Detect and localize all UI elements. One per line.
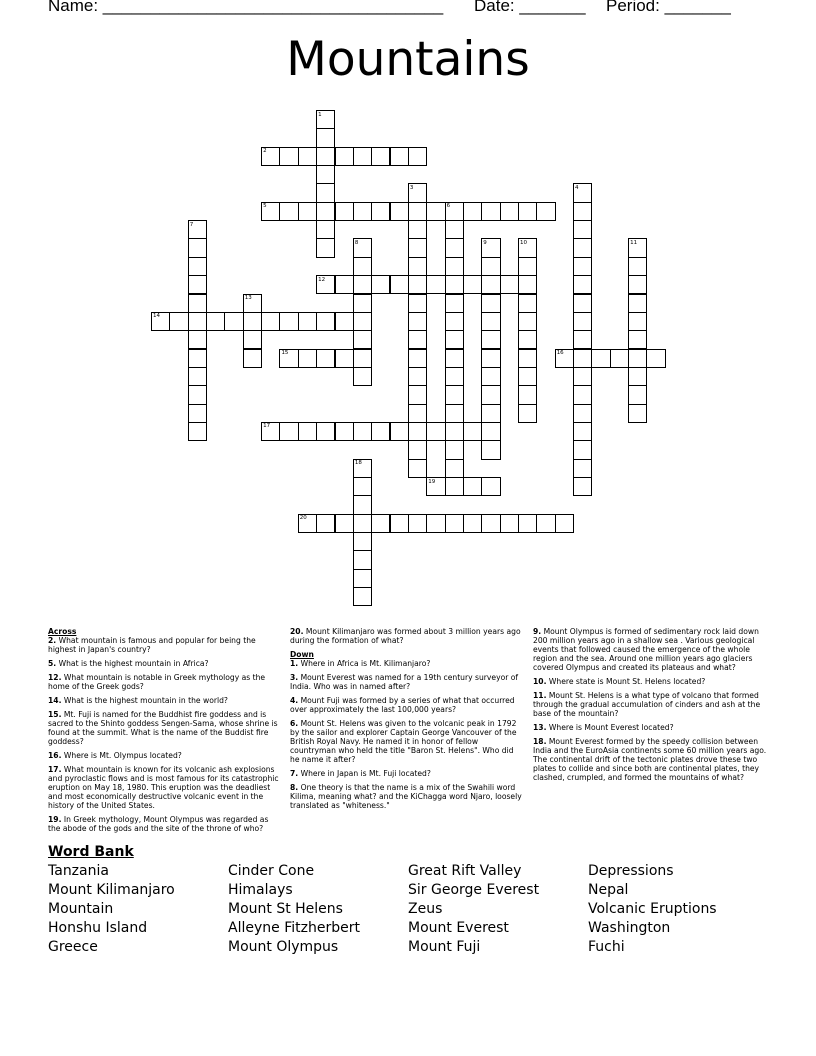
grid-cell[interactable] <box>445 422 464 441</box>
grid-cell[interactable] <box>316 165 335 184</box>
grid-cell[interactable] <box>555 349 574 368</box>
clue-number: 11 <box>630 239 638 246</box>
grid-cell[interactable] <box>279 312 298 331</box>
grid-cell[interactable] <box>353 294 372 313</box>
clue-number: 17 <box>263 423 271 430</box>
grid-cell[interactable] <box>335 422 354 441</box>
clue-number: 4 <box>575 184 579 191</box>
grid-cell[interactable] <box>573 385 592 404</box>
grid-cell[interactable] <box>481 349 500 368</box>
word-bank-item: Cinder Cone <box>228 863 315 879</box>
grid-cell[interactable] <box>371 202 390 221</box>
period-field-label: Period: _______ <box>606 0 731 15</box>
word-bank-item: Himalays <box>228 882 293 898</box>
word-bank-item: Great Rift Valley <box>408 863 522 879</box>
grid-cell[interactable] <box>628 238 647 257</box>
clue-across: 20. Mount Kilimanjaro was formed about 3 million years ago during the formation of what? <box>290 627 521 645</box>
grid-cell[interactable] <box>518 367 537 386</box>
grid-cell[interactable] <box>481 404 500 423</box>
grid-cell[interactable] <box>445 257 464 276</box>
grid-cell[interactable] <box>316 147 335 166</box>
grid-cell[interactable] <box>188 220 207 239</box>
grid-cell[interactable] <box>481 514 500 533</box>
clue-down: 10. Where state is Mount St. Helens located? <box>533 677 706 686</box>
grid-cell[interactable] <box>573 477 592 496</box>
clue-down: 1. Where in Africa is Mt. Kilimanjaro? <box>290 659 431 668</box>
grid-cell[interactable] <box>610 349 629 368</box>
grid-cell[interactable] <box>646 349 665 368</box>
clue-down: 4. Mount Fuji was formed by a series of what that occurred over approximately the last 100,000 years? <box>290 696 515 714</box>
grid-cell[interactable] <box>481 294 500 313</box>
grid-cell[interactable] <box>500 514 519 533</box>
grid-cell[interactable] <box>445 275 464 294</box>
grid-cell[interactable] <box>353 569 372 588</box>
grid-cell[interactable] <box>408 440 427 459</box>
grid-cell[interactable] <box>408 275 427 294</box>
grid-cell[interactable] <box>261 422 280 441</box>
grid-cell[interactable] <box>261 202 280 221</box>
grid-cell[interactable] <box>353 477 372 496</box>
clue-across: 16. Where is Mt. Olympus located? <box>48 751 182 760</box>
grid-cell[interactable] <box>445 349 464 368</box>
grid-cell[interactable] <box>188 312 207 331</box>
clue-number: 10 <box>520 239 527 246</box>
grid-cell[interactable] <box>445 312 464 331</box>
grid-cell[interactable] <box>188 257 207 276</box>
word-bank-column-4 <box>588 862 717 957</box>
clue-number: 18 <box>354 460 362 467</box>
grid-cell[interactable] <box>316 110 335 129</box>
grid-cell[interactable] <box>353 330 372 349</box>
word-bank-item: Greece <box>48 939 98 955</box>
grid-cell[interactable] <box>426 275 445 294</box>
grid-cell[interactable] <box>408 330 427 349</box>
grid-cell[interactable] <box>298 514 317 533</box>
clue-down: 18. Mount Everest formed by the speedy collision between India and the EuroAsia continents some 60 million years ago. The continental drift of the tectonic plates drove these two plates to collide and since both are continental plates, they clashed, crumpled, and formed the mountains of what? <box>533 737 767 782</box>
grid-cell[interactable] <box>628 312 647 331</box>
clue-number: 12 <box>318 276 326 283</box>
clue-number: 13 <box>244 295 252 301</box>
grid-cell[interactable] <box>500 275 519 294</box>
grid-cell[interactable] <box>463 514 482 533</box>
grid-cell[interactable] <box>353 257 372 276</box>
grid-cell[interactable] <box>573 275 592 294</box>
grid-cell[interactable] <box>353 349 372 368</box>
grid-cell[interactable] <box>206 312 225 331</box>
grid-cell[interactable] <box>426 477 445 496</box>
clue-across: 19. In Greek mythology, Mount Olympus was regarded as the abode of the gods and the site of the throne of who? <box>48 815 269 833</box>
grid-cell[interactable] <box>408 257 427 276</box>
clue-across: 12. What mountain is notable in Greek mythology as the home of the Greek gods? <box>48 673 266 691</box>
grid-cell[interactable] <box>279 202 298 221</box>
grid-cell[interactable] <box>353 202 372 221</box>
grid-cell[interactable] <box>445 514 464 533</box>
word-bank-item: Sir George Everest <box>408 882 540 898</box>
grid-cell[interactable] <box>188 404 207 423</box>
clue-number: 15 <box>281 350 289 357</box>
grid-cell[interactable] <box>390 514 409 533</box>
grid-cell[interactable] <box>353 422 372 441</box>
grid-cell[interactable] <box>555 514 574 533</box>
grid-cell[interactable] <box>445 367 464 386</box>
word-bank-item: Volcanic Eruptions <box>588 901 717 917</box>
grid-cell[interactable] <box>408 385 427 404</box>
grid-cell[interactable] <box>279 422 298 441</box>
grid-cell[interactable] <box>408 294 427 313</box>
grid-cell[interactable] <box>463 477 482 496</box>
word-bank-item: Mount Kilimanjaro <box>48 882 175 898</box>
grid-cell[interactable] <box>573 312 592 331</box>
word-bank-item: Mountain <box>48 901 114 917</box>
grid-cell[interactable] <box>481 477 500 496</box>
grid-cell[interactable] <box>591 349 610 368</box>
grid-cell[interactable] <box>408 349 427 368</box>
word-bank-item: Alleyne Fitzherbert <box>228 920 360 936</box>
word-bank-column-1 <box>48 862 175 957</box>
word-bank-item: Depressions <box>588 863 674 879</box>
clue-number: 1 <box>318 111 322 118</box>
grid-cell[interactable] <box>628 330 647 349</box>
clue-number: 19 <box>428 478 436 485</box>
grid-cell[interactable] <box>408 147 427 166</box>
grid-cell[interactable] <box>573 220 592 239</box>
grid-cell[interactable] <box>335 514 354 533</box>
grid-cell[interactable] <box>408 238 427 257</box>
grid-cell[interactable] <box>408 183 427 202</box>
clue-number: 6 <box>446 203 451 210</box>
grid-cell[interactable] <box>243 349 262 368</box>
clue-down: 3. Mount Everest was named for a 19th century surveyor of India. Who was in named after? <box>290 673 519 691</box>
grid-cell[interactable] <box>445 404 464 423</box>
grid-cell[interactable] <box>353 147 372 166</box>
clue-down: 13. Where is Mount Everest located? <box>533 723 674 732</box>
word-bank-column-3 <box>408 862 539 957</box>
grid-cell[interactable] <box>445 220 464 239</box>
clue-down: 9. Mount Olympus is formed of sedimentary rock laid down 200 million years ago in a shallow sea . Various geological events that followed caused the emergence of the whole region and the sea. Around one million years ago glaciers covered Olympus and created its plateaus and what? <box>533 627 759 672</box>
grid-cell[interactable] <box>426 202 445 221</box>
grid-cell[interactable] <box>298 312 317 331</box>
grid-cell[interactable] <box>463 422 482 441</box>
grid-cell[interactable] <box>573 440 592 459</box>
grid-cell[interactable] <box>408 220 427 239</box>
word-bank-title: Word Bank <box>48 844 134 860</box>
grid-cell[interactable] <box>279 349 298 368</box>
grid-cell[interactable] <box>518 385 537 404</box>
grid-cell[interactable] <box>316 183 335 202</box>
grid-cell[interactable] <box>298 202 317 221</box>
word-bank-item: Fuchi <box>588 939 625 955</box>
grid-cell[interactable] <box>243 330 262 349</box>
grid-cell[interactable] <box>573 257 592 276</box>
clue-number: 16 <box>556 350 564 357</box>
grid-cell[interactable] <box>188 367 207 386</box>
grid-cell[interactable] <box>518 275 537 294</box>
grid-cell[interactable] <box>573 330 592 349</box>
grid-cell[interactable] <box>628 294 647 313</box>
grid-cell[interactable] <box>628 367 647 386</box>
grid-cell[interactable] <box>169 312 188 331</box>
grid-cell[interactable] <box>371 514 390 533</box>
word-bank-item: Mount St Helens <box>228 901 343 917</box>
grid-cell[interactable] <box>536 514 555 533</box>
grid-cell[interactable] <box>188 294 207 313</box>
grid-cell[interactable] <box>573 367 592 386</box>
grid-cell[interactable] <box>463 275 482 294</box>
grid-cell[interactable] <box>518 312 537 331</box>
grid-cell[interactable] <box>463 202 482 221</box>
grid-cell[interactable] <box>408 459 427 478</box>
grid-cell[interactable] <box>298 349 317 368</box>
grid-cell[interactable] <box>371 275 390 294</box>
grid-cell[interactable] <box>151 312 170 331</box>
clue-across: 15. Mt. Fuji is named for the Buddhist fire goddess and is sacred to the Shinto goddess Sengen-Sama, whose shrine is found at the summit. What is the name of the Buddist fire goddess? <box>48 710 278 746</box>
clue-down: 6. Mount St. Helens was given to the volcanic peak in 1792 by the sailor and explorer Captain George Vancouver of the British Royal Navy. He named it in honor of fellow countryman who held the title "Baron St. Helens". Who did he name it after? <box>290 719 517 764</box>
grid-cell[interactable] <box>353 312 372 331</box>
grid-cell[interactable] <box>573 183 592 202</box>
grid-cell[interactable] <box>408 422 427 441</box>
clues-column-3 <box>533 627 768 787</box>
grid-cell[interactable] <box>390 147 409 166</box>
clue-across: 17. What mountain is known for its volcanic ash explosions and pyroclastic flows and is most famous for its catastrophic eruption on May 18, 1980. This eruption was the deadliest and most economically destructive volcanic event in the history of the United States. <box>48 765 279 810</box>
grid-cell[interactable] <box>573 294 592 313</box>
clue-number: 9 <box>483 239 487 246</box>
grid-cell[interactable] <box>279 147 298 166</box>
grid-cell[interactable] <box>188 330 207 349</box>
grid-cell[interactable] <box>445 238 464 257</box>
grid-cell[interactable] <box>518 202 537 221</box>
grid-cell[interactable] <box>445 294 464 313</box>
grid-cell[interactable] <box>316 514 335 533</box>
clue-across: 5. What is the highest mountain in Africa? <box>48 659 209 668</box>
clue-across: 14. What is the highest mountain in the world? <box>48 696 228 705</box>
grid-cell[interactable] <box>573 202 592 221</box>
word-bank-item: Zeus <box>408 901 443 917</box>
grid-cell[interactable] <box>573 404 592 423</box>
puzzle-title: Mountains <box>286 32 530 87</box>
grid-cell[interactable] <box>481 238 500 257</box>
grid-cell[interactable] <box>353 275 372 294</box>
grid-cell[interactable] <box>481 330 500 349</box>
grid-cell[interactable] <box>628 275 647 294</box>
word-bank-item: Nepal <box>588 882 629 898</box>
grid-cell[interactable] <box>445 477 464 496</box>
grid-cell[interactable] <box>316 422 335 441</box>
grid-cell[interactable] <box>298 422 317 441</box>
clue-number: 2 <box>263 148 267 155</box>
clue-number: 20 <box>299 515 307 522</box>
grid-cell[interactable] <box>188 238 207 257</box>
grid-cell[interactable] <box>243 294 262 313</box>
clue-number: 8 <box>354 239 359 246</box>
grid-cell[interactable] <box>573 459 592 478</box>
grid-cell[interactable] <box>518 330 537 349</box>
grid-cell[interactable] <box>481 312 500 331</box>
clue-number: 7 <box>189 221 194 228</box>
word-bank-item: Mount Olympus <box>228 939 339 955</box>
grid-cell[interactable] <box>481 385 500 404</box>
grid-cell[interactable] <box>445 385 464 404</box>
grid-cell[interactable] <box>536 202 555 221</box>
grid-cell[interactable] <box>298 147 317 166</box>
grid-cell[interactable] <box>518 404 537 423</box>
word-bank-column-2 <box>228 862 360 957</box>
grid-cell[interactable] <box>408 367 427 386</box>
grid-cell[interactable] <box>224 312 243 331</box>
grid-cell[interactable] <box>426 422 445 441</box>
grid-cell[interactable] <box>316 312 335 331</box>
grid-cell[interactable] <box>518 238 537 257</box>
grid-cell[interactable] <box>445 459 464 478</box>
grid-cell[interactable] <box>628 385 647 404</box>
grid-cell[interactable] <box>628 349 647 368</box>
clue-number: 3 <box>409 184 414 191</box>
grid-cell[interactable] <box>408 312 427 331</box>
grid-cell[interactable] <box>188 349 207 368</box>
grid-cell[interactable] <box>316 349 335 368</box>
grid-cell[interactable] <box>243 312 262 331</box>
down-heading: Down <box>290 650 314 659</box>
grid-cell[interactable] <box>500 202 519 221</box>
clues-column-1 <box>48 627 280 838</box>
grid-cell[interactable] <box>390 275 409 294</box>
grid-cell[interactable] <box>390 202 409 221</box>
grid-cell[interactable] <box>353 532 372 551</box>
grid-cell[interactable] <box>445 202 464 221</box>
grid-cell[interactable] <box>573 349 592 368</box>
grid-cell[interactable] <box>481 257 500 276</box>
grid-cell[interactable] <box>335 349 354 368</box>
clue-across: 2. What mountain is famous and popular for being the highest in Japan's country? <box>48 636 256 654</box>
grid-cell[interactable] <box>261 147 280 166</box>
grid-cell[interactable] <box>518 294 537 313</box>
grid-cell[interactable] <box>353 514 372 533</box>
clue-down: 8. One theory is that the name is a mix of the Swahili word Kilima, meaning what? and the KiChagga word Njaro, loosely translated as "whiteness." <box>290 783 522 810</box>
grid-cell[interactable] <box>353 495 372 514</box>
grid-cell[interactable] <box>335 312 354 331</box>
grid-cell[interactable] <box>481 367 500 386</box>
word-bank-item: Tanzania <box>48 863 109 879</box>
word-bank-item: Washington <box>588 920 671 936</box>
grid-cell[interactable] <box>353 367 372 386</box>
grid-cell[interactable] <box>518 257 537 276</box>
name-field-label: Name: ____________________________________ <box>48 0 444 15</box>
grid-cell[interactable] <box>316 238 335 257</box>
grid-cell[interactable] <box>335 147 354 166</box>
grid-cell[interactable] <box>426 514 445 533</box>
grid-cell[interactable] <box>335 202 354 221</box>
grid-cell[interactable] <box>518 514 537 533</box>
clue-down: 7. Where in Japan is Mt. Fuji located? <box>290 769 431 778</box>
clue-down: 11. Mount St. Helens is a what type of volcano that formed through the gradual accumulation of cinders and ash at the base of the mountain? <box>533 691 761 718</box>
word-bank-item: Mount Fuji <box>408 939 481 955</box>
grid-cell[interactable] <box>573 238 592 257</box>
grid-cell[interactable] <box>188 422 207 441</box>
grid-cell[interactable] <box>518 349 537 368</box>
grid-cell[interactable] <box>408 202 427 221</box>
grid-cell[interactable] <box>390 422 409 441</box>
word-bank-item: Mount Everest <box>408 920 509 936</box>
grid-cell[interactable] <box>628 257 647 276</box>
grid-cell[interactable] <box>371 422 390 441</box>
grid-cell[interactable] <box>481 202 500 221</box>
word-bank-item: Honshu Island <box>48 920 148 936</box>
grid-cell[interactable] <box>573 422 592 441</box>
grid-cell[interactable] <box>261 312 280 331</box>
grid-cell[interactable] <box>316 128 335 147</box>
grid-cell[interactable] <box>408 404 427 423</box>
clue-number: 14 <box>153 313 160 320</box>
grid-cell[interactable] <box>628 404 647 423</box>
grid-cell[interactable] <box>445 440 464 459</box>
grid-cell[interactable] <box>408 514 427 533</box>
grid-cell[interactable] <box>353 238 372 257</box>
grid-cell[interactable] <box>188 385 207 404</box>
clue-number: 5 <box>263 203 267 210</box>
grid-cell[interactable] <box>316 220 335 239</box>
grid-cell[interactable] <box>316 275 335 294</box>
grid-cell[interactable] <box>353 459 372 478</box>
grid-cell[interactable] <box>188 275 207 294</box>
grid-cell[interactable] <box>445 330 464 349</box>
grid-cell[interactable] <box>481 422 500 441</box>
date-field-label: Date: _______ <box>474 0 586 15</box>
across-heading: Across <box>48 627 77 636</box>
grid-cell[interactable] <box>316 202 335 221</box>
grid-cell[interactable] <box>481 275 500 294</box>
grid-cell[interactable] <box>371 147 390 166</box>
grid-cell[interactable] <box>353 587 372 606</box>
clues-column-2 <box>290 627 522 815</box>
grid-cell[interactable] <box>335 275 354 294</box>
grid-cell[interactable] <box>353 550 372 569</box>
grid-cell[interactable] <box>481 440 500 459</box>
